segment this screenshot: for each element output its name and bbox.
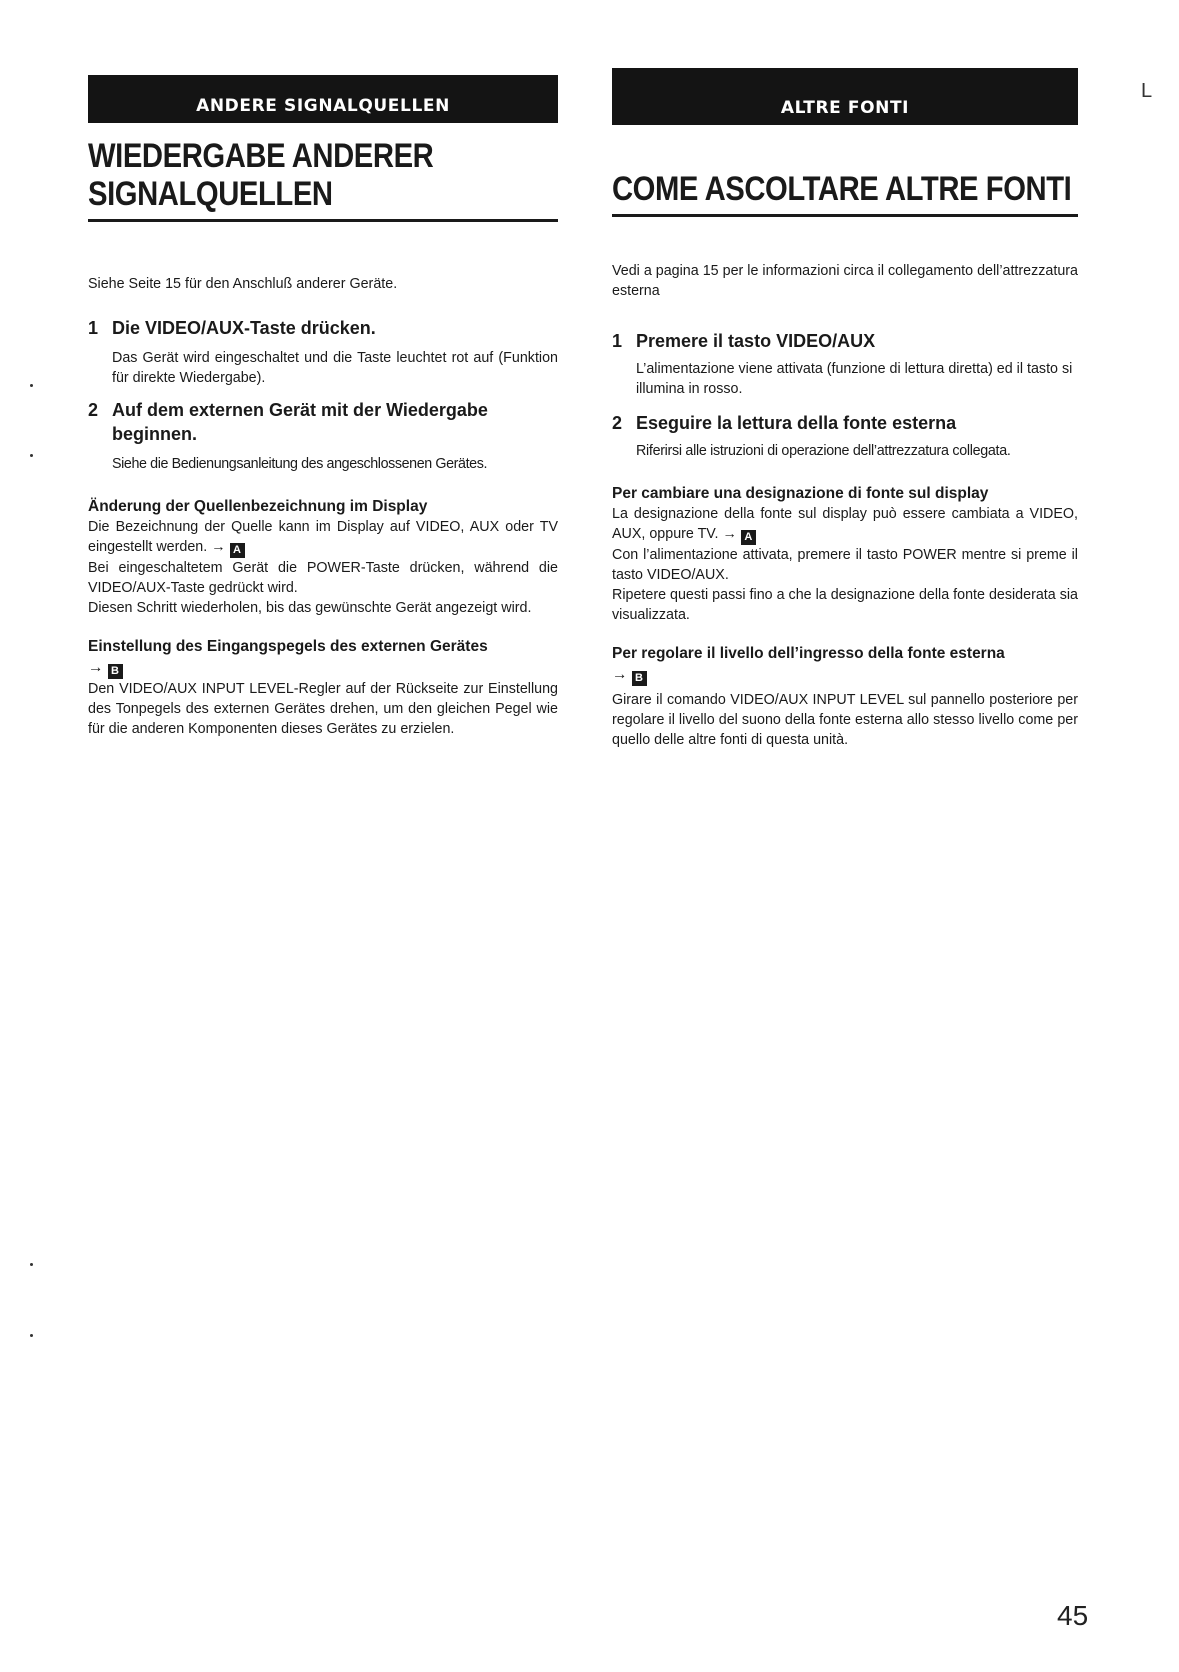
section-input-level xyxy=(612,643,1078,750)
scan-speck xyxy=(30,1334,33,1337)
section-text: Girare il comando VIDEO/AUX INPUT LEVEL sul pannello posteriore per regolare il livello del suono della fonte esterna allo stesso livello come per quello delle altre fonti di questa unità. xyxy=(612,692,1078,748)
step-heading xyxy=(612,329,1078,353)
step-number: 1 xyxy=(88,318,99,338)
step-number: 2 xyxy=(612,413,623,433)
corner-mark: L xyxy=(1141,80,1153,102)
german-column xyxy=(88,75,558,739)
arrow-icon: → xyxy=(211,539,226,555)
section-input-level xyxy=(88,636,558,739)
section-text: Bei eingeschaltetem Gerät die POWER-Taste drücken, während die VIDEO/AUX-Taste gedrückt wird. xyxy=(88,560,558,596)
step-2 xyxy=(612,411,1078,461)
figure-ref-a: A xyxy=(741,530,756,545)
section-heading: Änderung der Quellenbezeichnung im Display xyxy=(88,498,428,515)
arrow-icon: → xyxy=(88,659,104,676)
section-text: Den VIDEO/AUX INPUT LEVEL-Regler auf der Rückseite zur Einstellung des Tonpegels des externen Gerätes drehen, um den gleichen Pegel wie für die anderen Komponenten dieses Gerätes zu erzielen. xyxy=(88,681,558,737)
section-text xyxy=(612,504,1078,545)
section-heading xyxy=(88,636,558,679)
figure-ref-b: B xyxy=(108,664,123,679)
scan-speck xyxy=(30,454,33,457)
banner-label: ALTRE FONTI xyxy=(780,98,910,118)
step-1 xyxy=(88,316,558,388)
page-number: 45 xyxy=(1057,1600,1089,1631)
step-heading xyxy=(612,411,1078,435)
section-heading xyxy=(612,643,1078,686)
section-text-part: Die Bezeichnung der Quelle kann im Display auf VIDEO, AUX oder TV eingestellt werden. xyxy=(88,519,558,555)
section-banner xyxy=(88,75,558,123)
italian-column xyxy=(612,68,1078,750)
step-title: Eseguire la lettura della fonte esterna xyxy=(636,413,957,433)
step-title: Auf dem externen Gerät mit der Wiedergabe beginnen. xyxy=(112,400,488,444)
arrow-icon: → xyxy=(612,666,628,683)
section-banner xyxy=(612,68,1078,125)
section-display-name xyxy=(612,483,1078,625)
title-line-1: WIEDERGABE ANDERER xyxy=(88,137,434,175)
step-heading xyxy=(88,316,558,340)
intro-text: Vedi a pagina 15 per le informazioni circa il collegamento dell’attrezzatura esterna xyxy=(612,263,1078,299)
section-text: Ripetere questi passi fino a che la designazione della fonte desiderata sia visualizzata. xyxy=(612,587,1078,623)
step-heading xyxy=(88,398,558,446)
step-title: Premere il tasto VIDEO/AUX xyxy=(636,331,876,351)
intro-text: Siehe Seite 15 für den Anschluß anderer Geräte. xyxy=(88,276,398,292)
section-heading-text: Einstellung des Eingangspegels des externen Gerätes xyxy=(88,638,488,655)
figure-ref-a: A xyxy=(230,543,245,558)
section-text xyxy=(88,517,558,558)
section-text: Diesen Schritt wiederholen, bis das gewünschte Gerät angezeigt wird. xyxy=(88,600,532,616)
section-display-name xyxy=(88,496,558,618)
section-text: Con l’alimentazione attivata, premere il tasto POWER mentre si preme il tasto VIDEO/AUX. xyxy=(612,547,1078,583)
section-heading: Per cambiare una designazione di fonte sul display xyxy=(612,485,989,502)
step-title: Die VIDEO/AUX-Taste drücken. xyxy=(112,318,376,338)
figure-ref-b: B xyxy=(632,671,647,686)
step-body: Das Gerät wird eingeschaltet und die Taste leuchtet rot auf (Funktion für direkte Wiedergabe). xyxy=(112,350,558,386)
title-rule xyxy=(612,214,1078,217)
step-body: Siehe die Bedienungsanleitung des angeschlossenen Gerätes. xyxy=(112,456,488,472)
title-line-2: SIGNALQUELLEN xyxy=(88,175,333,213)
step-number: 2 xyxy=(88,400,99,420)
scan-speck xyxy=(30,1263,33,1266)
section-text-part: La designazione della fonte sul display può essere cambiata a VIDEO, AUX, oppure TV. xyxy=(612,506,1078,542)
arrow-icon: → xyxy=(722,526,737,542)
step-number: 1 xyxy=(612,331,623,351)
step-2 xyxy=(88,398,558,474)
step-body: Riferirsi alle istruzioni di operazione dell’attrezzatura collegata. xyxy=(636,443,1011,459)
scan-speck xyxy=(30,384,33,387)
step-1 xyxy=(612,329,1078,399)
section-heading-text: Per regolare il livello dell’ingresso della fonte esterna xyxy=(612,645,1005,662)
banner-label: ANDERE SIGNALQUELLEN xyxy=(196,96,450,116)
page-title: COME ASCOLTARE ALTRE FONTI xyxy=(612,170,1072,208)
step-body: L’alimentazione viene attivata (funzione di lettura diretta) ed il tasto si illumina in rosso. xyxy=(636,361,1073,397)
page-title xyxy=(88,137,558,213)
title-rule xyxy=(88,219,558,222)
